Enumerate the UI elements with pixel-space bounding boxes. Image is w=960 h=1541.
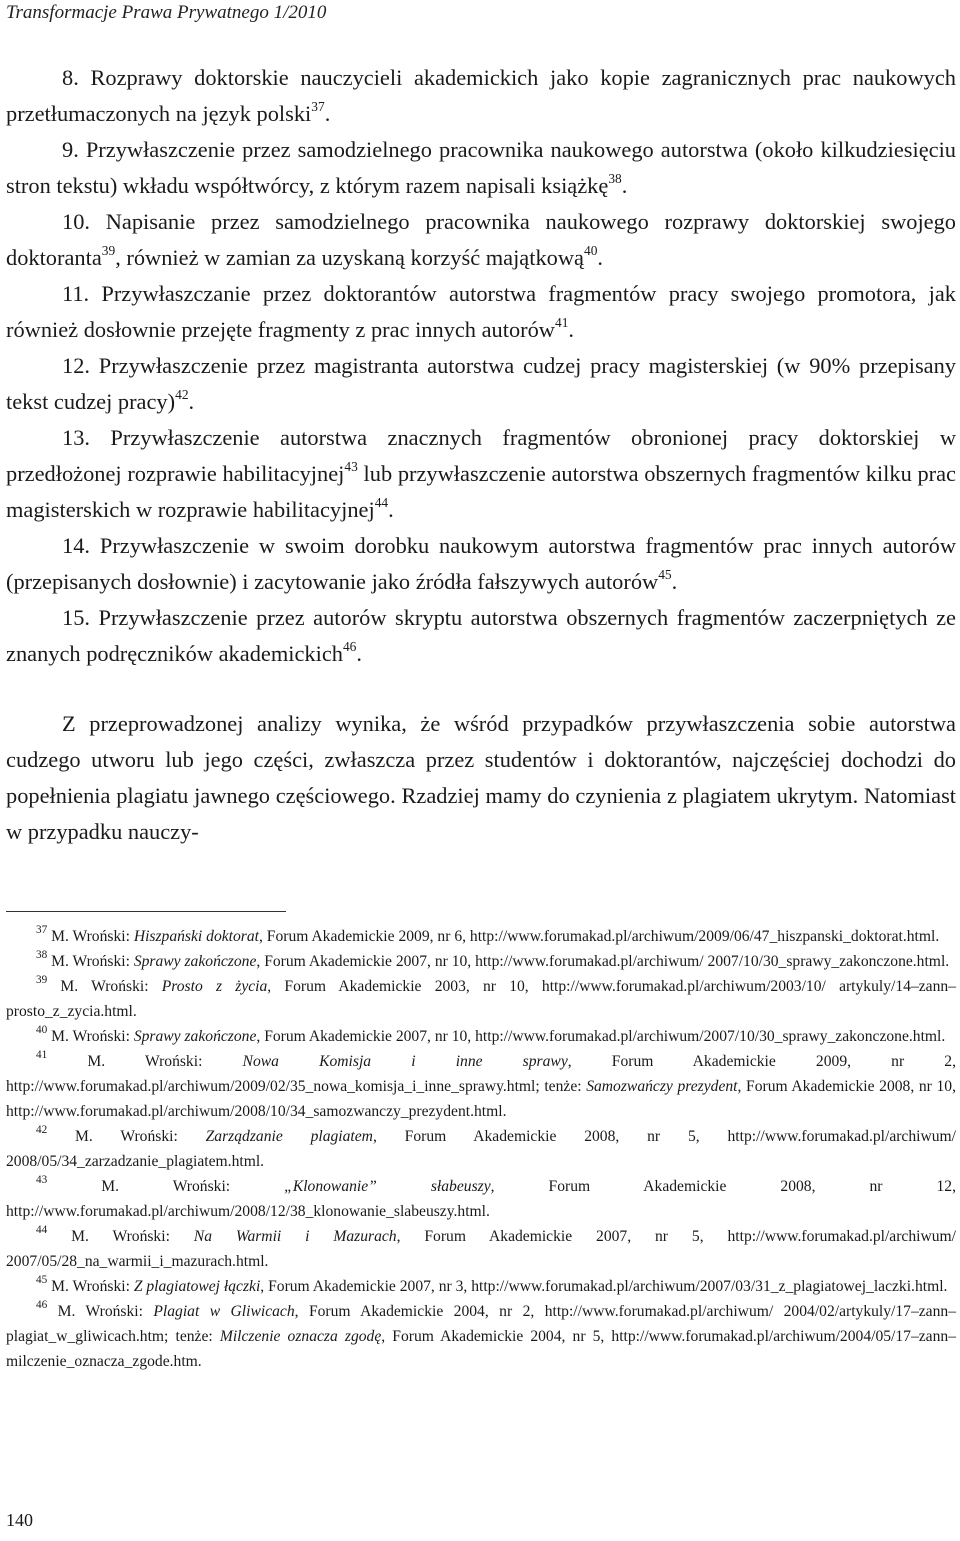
italic-title: Milczenie oznacza zgodę [219,1328,382,1345]
text-run: lub przywłaszczenie autorstwa obszernych fragmentów kilku prac magisterskich w rozprawie habilitacyjnej [6,461,956,522]
footnote-ref: 42 [175,386,189,402]
italic-title: Zarządzanie plagiatem [205,1128,373,1145]
footnote [6,1124,956,1174]
footnote-ref: 43 [344,458,358,474]
footnote [6,1174,956,1224]
page-number: 140 [6,1510,33,1530]
running-header: Transformacje Prawa Prywatnego 1/2010 [6,2,327,23]
italic-title: „Klonowanie” słabeuszy [284,1178,491,1195]
list-item [6,348,956,420]
footnote-ref: 44 [36,1224,48,1237]
italic-title: Sprawy zakończone [133,1028,257,1045]
text-run: . [597,245,604,270]
italic-title: Samozwańczy prezydent [586,1078,738,1095]
text-run: , Forum Akademickie 2007, nr 5, http://www.forumakad.pl/archiwum/ 2007/05/28_na_warmii_i_mazurach.html. [6,1228,956,1270]
footnote-ref: 41 [36,1049,48,1062]
text-run: , Forum Akademickie 2004, nr 2, http://www.forumakad.pl/archiwum/ 2004/02/artykuly/17–zann–plagiat_w_gliwicach.htm; tenże: [6,1303,956,1345]
text-run: , Forum Akademickie 2008, nr 10, http://www.forumakad.pl/archiwum/2008/10/34_samozwanczy_prezydent.html. [6,1078,956,1120]
footnote [6,1224,956,1274]
italic-title: Nowa Komisja i inne sprawy [242,1053,568,1070]
text-run: . [188,389,195,414]
text-run: , Forum Akademickie 2008, nr 5, http://www.forumakad.pl/archiwum/ 2008/05/34_zarzadzanie_plagiatem.html. [6,1128,957,1170]
footnote-separator [6,911,286,912]
footnote-ref: 39 [101,242,116,258]
footnote [6,1049,956,1124]
footnote-ref: 45 [658,566,672,582]
list-item [6,528,956,600]
enumerated-list [6,60,956,672]
list-item [6,420,956,528]
list-item [6,276,956,348]
text-run: , Forum Akademickie 2007, nr 10, http://www.forumakad.pl/archiwum/2007/10/30_sprawy_zakonczone.html. [256,1028,946,1045]
text-run: M. Wroński: [47,928,134,945]
footnote-ref: 42 [36,1124,48,1137]
italic-title: Hiszpański doktorat [133,928,259,945]
text-run: . [568,317,575,342]
text-run: . [388,497,394,522]
footnote-ref: 38 [608,170,622,186]
text-run: . [671,569,678,594]
footnote [6,949,956,974]
footnote-ref: 43 [36,1174,48,1187]
text-run: 11. Przywłaszczanie przez doktorantów autorstwa fragmentów pracy swojego promotora, jak również dosłownie przejęte fragmenty z prac innych autorów [6,281,956,342]
footnote-ref: 37 [36,924,48,937]
footnote-ref: 44 [374,494,389,510]
text-run: M. Wroński: [47,953,134,970]
text-run: . [356,641,362,666]
list-item [6,600,956,672]
list-item [6,132,956,204]
text-run: 13. Przywłaszczenie autorstwa znacznych fragmentów obronionej pracy doktorskiej w przedłożonej rozprawie habilitacyjnej [6,425,956,486]
footnote-ref: 46 [36,1299,48,1312]
text-run: M. Wroński: [47,1053,243,1070]
footnotes [6,924,956,1374]
italic-title: Z plagiatowej łączki [133,1278,261,1295]
text-run: 15. Przywłaszczenie przez autorów skryptu autorstwa obszernych fragmentów zaczerpniętych ze znanych podręczników akademickich [6,605,956,666]
footnote [6,974,956,1024]
footnote-ref: 38 [36,949,48,962]
text-run: , również w zamian za uzyskaną korzyść majątkową [115,245,584,270]
footnote-ref: 45 [36,1274,48,1287]
italic-title: Sprawy zakończone [133,953,257,970]
text-run: M. Wroński: [47,1303,154,1320]
text-run: , Forum Akademickie 2003, nr 10, http://www.forumakad.pl/archiwum/2003/10/ artykuly/14–zann–prosto_z_zycia.html. [6,978,956,1020]
list-item [6,204,956,276]
text-run: 12. Przywłaszczenie przez magistranta autorstwa cudzej pracy magisterskiej (w 90% przepisany tekst cudzej pracy) [6,353,956,414]
main-text [6,60,956,850]
footnote [6,1024,956,1049]
text-run: , Forum Akademickie 2008, nr 12, http://www.forumakad.pl/archiwum/2008/12/38_klonowanie_slabeuszy.html. [6,1178,956,1220]
footnote-ref: 40 [583,242,598,258]
text-run: . [621,173,628,198]
italic-title: Prosto z życia [161,978,268,995]
list-item [6,60,956,132]
text-run: 10. Napisanie przez samodzielnego pracownika naukowego rozprawy doktorskiej swojego doktoranta [6,209,956,270]
text-run: 14. Przywłaszczenie w swoim dorobku naukowym autorstwa fragmentów prac innych autorów (przepisanych dosłownie) i zacytowanie jako źródła fałszywych autorów [6,533,956,594]
footnote [6,1299,956,1374]
footnote-ref: 46 [342,638,357,654]
text-run: , Forum Akademickie 2009, nr 6, http://www.forumakad.pl/archiwum/2009/06/47_hiszpanski_doktorat.html. [259,928,940,945]
text-run: M. Wroński: [47,1228,194,1245]
text-run: , Forum Akademickie 2007, nr 10, http://www.forumakad.pl/archiwum/ 2007/10/30_sprawy_zakonczone.html. [256,953,950,970]
text-run: , Forum Akademickie 2007, nr 3, http://www.forumakad.pl/archiwum/2007/03/31_z_plagiatowej_laczki.html. [260,1278,948,1295]
text-run: 8. Rozprawy doktorskie nauczycieli akademickich jako kopie zagranicznych prac naukowych przetłumaczonych na język polski [6,65,956,126]
footnote [6,1274,956,1299]
text-run: . [324,101,331,126]
footnote-ref: 40 [36,1024,48,1037]
text-run: M. Wroński: [47,1178,285,1195]
footnote [6,924,956,949]
text-run: M. Wroński: [47,1278,134,1295]
italic-title: Na Warmii i Mazurach [193,1228,397,1245]
text-run: M. Wroński: [47,1028,134,1045]
text-run: 9. Przywłaszczenie przez samodzielnego pracownika naukowego autorstwa (około kilkudziesięciu stron tekstu) wkładu współtwórcy, z którym razem napisali książkę [6,137,956,198]
text-run: M. Wroński: [47,978,162,995]
footnote-ref: 39 [36,974,48,987]
footnote-ref: 41 [554,314,569,330]
text-run: , Forum Akademickie 2004, nr 5, http://www.forumakad.pl/archiwum/2004/05/17–zann–milczenie_oznacza_zgode.htm. [6,1328,956,1370]
text-run: , Forum Akademickie 2009, nr 2, http://www.forumakad.pl/archiwum/2009/02/35_nowa_komisja_i_inne_sprawy.html; tenże: [6,1053,956,1095]
italic-title: Plagiat w Gliwicach [153,1303,295,1320]
footnote-ref: 37 [311,98,325,114]
text-run: M. Wroński: [47,1128,206,1145]
body-paragraph: Z przeprowadzonej analizy wynika, że wśród przypadków przywłaszczenia sobie autorstwa cudzego utworu lub jego części, zwłaszcza przez studentów i doktorantów, najczęściej dochodzi do popełnienia plagiatu jawnego częściowego. Rzadziej mamy do czynienia z plagiatem ukrytym. Natomiast w przypadku nauczy- [6,711,956,844]
